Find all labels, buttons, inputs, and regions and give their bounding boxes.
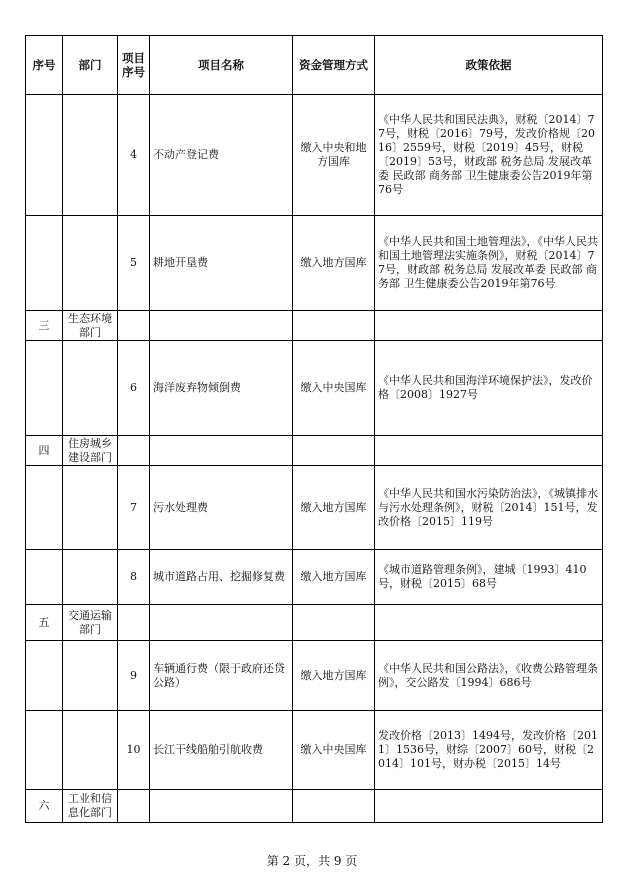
cell-item-no: [118, 311, 150, 341]
dept-row: [26, 605, 603, 641]
table-row: [26, 641, 603, 711]
cell-dept: 住房城乡建设部门: [63, 436, 118, 466]
cell-funding: 缴入地方国库: [293, 550, 375, 605]
table-row: [26, 341, 603, 436]
cell-seq: [26, 466, 63, 550]
header-item-name: 项目名称: [150, 36, 293, 95]
cell-item-name: 海洋废弃物倾倒费: [150, 341, 293, 436]
cell-dept: [63, 466, 118, 550]
cell-funding: 缴入中央和地方国库: [293, 95, 375, 216]
cell-dept: 生态环境部门: [63, 311, 118, 341]
cell-policy: 《中华人民共和国海洋环境保护法》，发改价格〔2008〕1927号: [375, 341, 603, 436]
cell-funding: 缴入中央国库: [293, 341, 375, 436]
cell-item-name: [150, 436, 293, 466]
cell-seq: 三: [26, 311, 63, 341]
header-policy: 政策依据: [375, 36, 603, 95]
cell-seq: [26, 216, 63, 311]
cell-dept: [63, 550, 118, 605]
cell-item-no: 10: [118, 711, 150, 790]
cell-policy: 发改价格〔2013〕1494号，发改价格〔2011〕1536号，财综〔2007〕60号，财税〔2014〕101号，财办税〔2015〕14号: [375, 711, 603, 790]
cell-funding: 缴入中央国库: [293, 711, 375, 790]
table-row: [26, 95, 603, 216]
cell-seq: [26, 641, 63, 711]
header-seq: 序号: [26, 36, 63, 95]
cell-item-no: [118, 790, 150, 823]
cell-seq: [26, 341, 63, 436]
cell-item-name: [150, 790, 293, 823]
page-footer: 第 2 页，共 9 页: [266, 854, 358, 868]
cell-funding: 缴入地方国库: [293, 641, 375, 711]
header-item-no: 项目 序号: [118, 36, 150, 95]
cell-item-name: 车辆通行费（限于政府还贷公路）: [150, 641, 293, 711]
cell-item-no: 4: [118, 95, 150, 216]
table-row: [26, 216, 603, 311]
cell-funding: [293, 436, 375, 466]
table-row: [26, 711, 603, 790]
cell-item-no: 9: [118, 641, 150, 711]
header-dept: 部门: [63, 36, 118, 95]
cell-funding: [293, 605, 375, 641]
cell-seq: [26, 550, 63, 605]
cell-item-name: [150, 605, 293, 641]
cell-dept: [63, 711, 118, 790]
cell-policy: 《中华人民共和国水污染防治法》，《城镇排水与污水处理条例》，财税〔2014〕151号，发改价格〔2015〕119号: [375, 466, 603, 550]
cell-item-no: 7: [118, 466, 150, 550]
table-row: [26, 550, 603, 605]
cell-dept: [63, 641, 118, 711]
cell-policy: 《中华人民共和国民法典》，财税〔2014〕77号，财税〔2016〕79号，发改价格规〔2016〕2559号，财税〔2019〕45号，财税〔2019〕53号，财政部 税务总局 发展改革委 民政部 商务部 卫生健康委公告2019年第76号: [375, 95, 603, 216]
header-funding: 资金管理方式: [293, 36, 375, 95]
cell-seq: 六: [26, 790, 63, 823]
cell-policy: 《城市道路管理条例》，建城〔1993〕410号，财税〔2015〕68号: [375, 550, 603, 605]
cell-seq: 四: [26, 436, 63, 466]
cell-item-name: 城市道路占用、挖掘修复费: [150, 550, 293, 605]
header-row: [26, 36, 603, 95]
cell-policy: [375, 311, 603, 341]
dept-row: [26, 311, 603, 341]
cell-funding: 缴入地方国库: [293, 466, 375, 550]
cell-item-name: 长江干线船舶引航收费: [150, 711, 293, 790]
cell-item-no: [118, 605, 150, 641]
cell-seq: [26, 95, 63, 216]
cell-item-no: 6: [118, 341, 150, 436]
cell-item-name: 污水处理费: [150, 466, 293, 550]
cell-policy: 《中华人民共和国公路法》，《收费公路管理条例》，交公路发〔1994〕686号: [375, 641, 603, 711]
fee-table: [25, 35, 603, 823]
cell-dept: 工业和信息化部门: [63, 790, 118, 823]
dept-row: [26, 790, 603, 823]
cell-item-no: 5: [118, 216, 150, 311]
cell-policy: [375, 605, 603, 641]
cell-item-name: [150, 311, 293, 341]
cell-policy: [375, 790, 603, 823]
cell-item-name: 耕地开垦费: [150, 216, 293, 311]
cell-funding: 缴入地方国库: [293, 216, 375, 311]
cell-seq: 五: [26, 605, 63, 641]
dept-row: [26, 436, 603, 466]
cell-policy: [375, 436, 603, 466]
cell-item-no: 8: [118, 550, 150, 605]
cell-dept: 交通运输部门: [63, 605, 118, 641]
cell-policy: 《中华人民共和国土地管理法》，《中华人民共和国土地管理法实施条例》，财税〔2014〕77号，财政部 税务总局 发展改革委 民政部 商务部 卫生健康委公告2019年第76号: [375, 216, 603, 311]
cell-dept: [63, 341, 118, 436]
cell-dept: [63, 216, 118, 311]
cell-item-name: 不动产登记费: [150, 95, 293, 216]
cell-funding: [293, 311, 375, 341]
cell-dept: [63, 95, 118, 216]
cell-item-no: [118, 436, 150, 466]
cell-funding: [293, 790, 375, 823]
cell-seq: [26, 711, 63, 790]
table-row: [26, 466, 603, 550]
